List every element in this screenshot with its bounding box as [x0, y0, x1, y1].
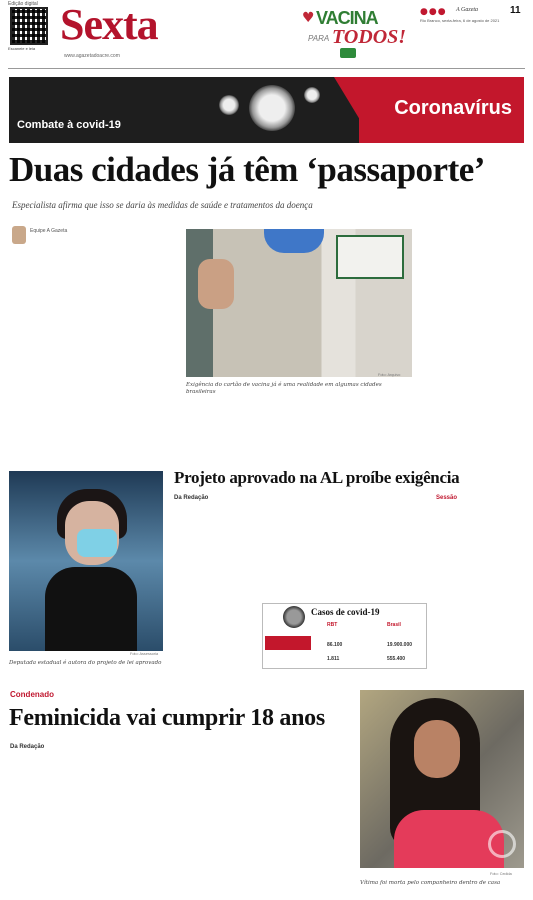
section-title: Sexta: [60, 0, 158, 49]
body-column: [96, 744, 176, 895]
body-column: [186, 402, 258, 448]
heart-icon: ♥: [302, 10, 315, 26]
virus-icon: [219, 95, 239, 115]
headline-main: Duas cidades já têm ‘passaporte’: [9, 150, 485, 189]
newspaper-name: A Gazeta: [456, 7, 479, 13]
flag-icon: [340, 48, 356, 58]
virus-icon: [249, 85, 295, 131]
body-column: [98, 229, 180, 448]
photo-caption: Deputada estadual é autora do projeto de lei aprovado: [9, 660, 162, 666]
dots-icon: ●●●: [420, 7, 447, 17]
headline-secondary: Projeto aprovado na AL proíbe exigência: [174, 468, 460, 487]
cases-tag: [265, 636, 311, 650]
campaign-small: PARA: [308, 34, 330, 43]
body-column: [436, 505, 524, 667]
coronavirus-banner: [9, 77, 524, 143]
deck: Especialista afirma que isso se daria às medidas de saúde e tratamentos da doença: [12, 200, 313, 210]
hand-shape: [198, 259, 234, 309]
dateline: Rio Branco, sexta-feira, 6 de agosto de 2021: [420, 18, 500, 23]
body-column: [263, 402, 335, 448]
banner-subtitle: Combate à covid-19: [17, 119, 121, 131]
qr-caption: Escaneie e leia: [8, 46, 36, 51]
divider: [8, 68, 525, 69]
avatar: [12, 226, 26, 244]
byline: Da Redação: [174, 495, 209, 501]
photo-credit: Foto: Cedida: [490, 872, 512, 876]
body-column: [349, 495, 429, 599]
page-number: 11: [510, 5, 521, 16]
cases-value: 1.811: [327, 656, 340, 662]
qr-label: Edição digital: [8, 1, 38, 7]
mask-shape: [264, 229, 324, 253]
face-shape: [414, 720, 460, 778]
photo-credit: Foto: Arquivo: [378, 373, 401, 377]
headline-third: Feminicida vai cumprir 18 anos: [9, 705, 325, 731]
cases-value: 19.900.000: [387, 642, 413, 648]
card-shape: [336, 235, 404, 279]
photo-victim: [360, 690, 524, 868]
campaign-logo: [302, 8, 412, 56]
body-shape: [45, 567, 137, 651]
body-column: [418, 229, 524, 448]
cases-label-brasil: Brasil: [387, 622, 401, 628]
covid-cases-box: [262, 603, 427, 669]
body-column: [182, 744, 262, 895]
body-column: [268, 744, 354, 895]
virus-icon: [283, 606, 305, 628]
qr-code[interactable]: [10, 7, 48, 45]
body-column: [10, 755, 90, 895]
photo-caption: Vítima foi morta pelo companheiro dentro de casa: [360, 880, 501, 886]
cases-value: 555.400: [387, 656, 406, 662]
cases-title: Casos de covid-19: [311, 607, 380, 617]
cases-label-rbt: RBT: [327, 622, 338, 628]
site-url[interactable]: www.agazetadoacre.com: [64, 53, 120, 59]
photo-vaccine-card: [186, 229, 412, 377]
body-column: [12, 252, 92, 448]
banner-title: Coronavírus: [394, 97, 512, 119]
body-column: [262, 495, 344, 599]
shirt-shape: [394, 810, 504, 868]
campaign-word-1: VACINA: [316, 8, 378, 28]
kicker-condenado: Condenado: [10, 690, 54, 699]
byline: Da Redação: [10, 744, 45, 750]
mask-shape: [77, 529, 117, 557]
virus-icon: [304, 87, 320, 103]
photo-caption: Exigência do cartão de vacina já é uma realidade em algumas cidades brasileiras: [186, 382, 382, 395]
cases-value: 86.100: [327, 642, 343, 648]
watermark-icon: [488, 830, 516, 858]
kicker-sessao: Sessão: [436, 495, 458, 501]
body-column: [340, 402, 412, 448]
body-column: [174, 506, 256, 666]
photo-credit: Foto: Assessoria: [130, 652, 159, 656]
campaign-word-2: TODOS!: [332, 26, 407, 48]
photo-deputy: [9, 471, 163, 651]
byline: Equipe A Gazeta: [30, 228, 68, 234]
